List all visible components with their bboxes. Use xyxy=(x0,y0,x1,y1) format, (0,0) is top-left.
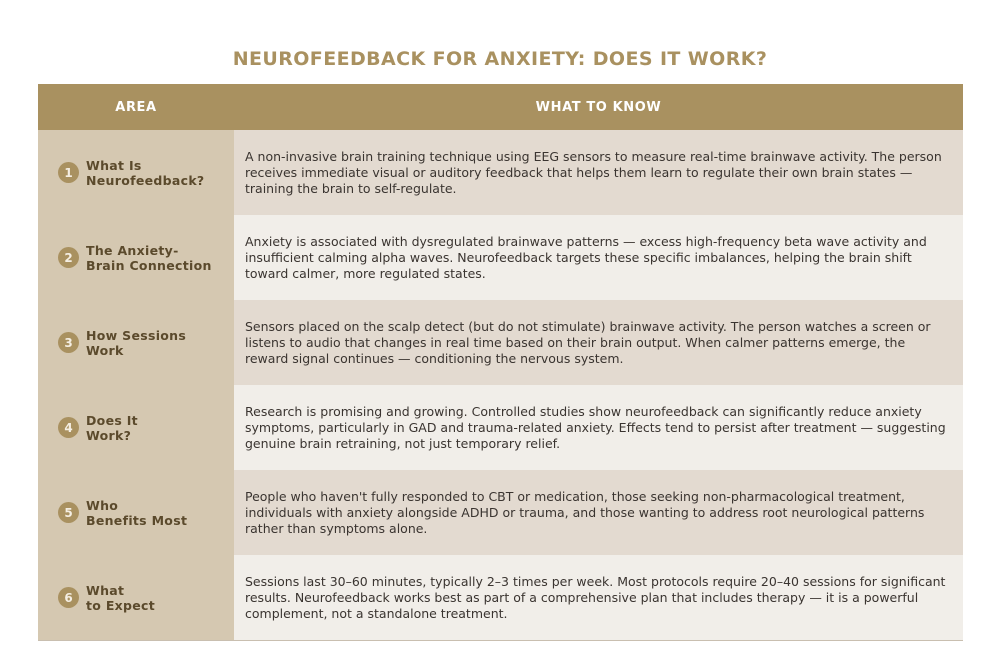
table-row xyxy=(38,385,963,470)
table-row xyxy=(38,215,963,300)
area-label xyxy=(86,158,205,188)
table-row xyxy=(38,300,963,385)
header-area: AREA xyxy=(115,99,157,115)
area-cell xyxy=(38,130,234,215)
area-label-line-2: Work? xyxy=(86,427,132,443)
area-label xyxy=(86,243,212,273)
row-number-badge: 1 xyxy=(58,162,79,183)
area-cell xyxy=(38,385,234,470)
table-row xyxy=(38,130,963,215)
page-title: NEUROFEEDBACK FOR ANXIETY: DOES IT WORK? xyxy=(232,48,768,70)
row-number-badge: 5 xyxy=(58,502,79,523)
what-to-know-text: Anxiety is associated with dysregulated brainwave patterns — excess high-frequency beta wave activity and insufficient calming alpha waves. Neurofeedback targets these specific imbalances, helping the brain shift toward calmer, more regulated states. xyxy=(234,215,963,300)
area-label-line-2: Brain Connection xyxy=(86,257,212,273)
area-label xyxy=(86,328,186,358)
area-label-line-2: to Expect xyxy=(86,597,156,613)
area-label-line-1: What xyxy=(86,582,125,598)
row-number-badge: 3 xyxy=(58,332,79,353)
table-row xyxy=(38,555,963,641)
row-number-badge: 2 xyxy=(58,247,79,268)
area-cell xyxy=(38,215,234,300)
what-to-know-text: Research is promising and growing. Controlled studies show neurofeedback can significantly reduce anxiety symptoms, particularly in GAD and trauma-related anxiety. Effects tend to persist after treatment — suggesting genuine brain retraining, not just temporary relief. xyxy=(234,385,963,470)
area-label-line-1: Does It xyxy=(86,412,138,428)
area-label-line-2: Benefits Most xyxy=(86,512,188,528)
row-number-badge: 6 xyxy=(58,587,79,608)
area-cell xyxy=(38,555,234,640)
header-what-to-know: WHAT TO KNOW xyxy=(535,99,662,115)
area-cell xyxy=(38,470,234,555)
area-label-line-2: Neurofeedback? xyxy=(86,172,205,188)
area-label-line-1: What Is xyxy=(86,157,142,173)
area-label-line-1: Who xyxy=(86,497,119,513)
table-header xyxy=(38,84,963,130)
table-row xyxy=(38,470,963,555)
area-label xyxy=(86,413,138,443)
area-label-line-2: Work xyxy=(86,342,124,358)
area-label-line-1: How Sessions xyxy=(86,327,187,343)
area-label-line-1: The Anxiety- xyxy=(86,242,179,258)
what-to-know-text: Sensors placed on the scalp detect (but do not stimulate) brainwave activity. The person watches a screen or listens to audio that changes in real time based on their brain output. When calmer patterns emerge, the reward signal continues — conditioning the nervous system. xyxy=(234,300,963,385)
what-to-know-text: A non-invasive brain training technique using EEG sensors to measure real-time brainwave activity. The person receives immediate visual or auditory feedback that helps them learn to regulate their own brain states — training the brain to self-regulate. xyxy=(234,130,963,215)
info-table xyxy=(38,84,963,641)
what-to-know-text: People who haven't fully responded to CBT or medication, those seeking non-pharmacological treatment, individuals with anxiety alongside ADHD or trauma, and those wanting to address root neurological patterns rather than symptoms alone. xyxy=(234,470,963,555)
row-number-badge: 4 xyxy=(58,417,79,438)
area-cell xyxy=(38,300,234,385)
what-to-know-text: Sessions last 30–60 minutes, typically 2–3 times per week. Most protocols require 20–40 sessions for significant results. Neurofeedback works best as part of a comprehensive plan that includes therapy — it is a powerful complement, not a standalone treatment. xyxy=(234,555,963,640)
area-label xyxy=(86,583,155,613)
area-label xyxy=(86,498,187,528)
